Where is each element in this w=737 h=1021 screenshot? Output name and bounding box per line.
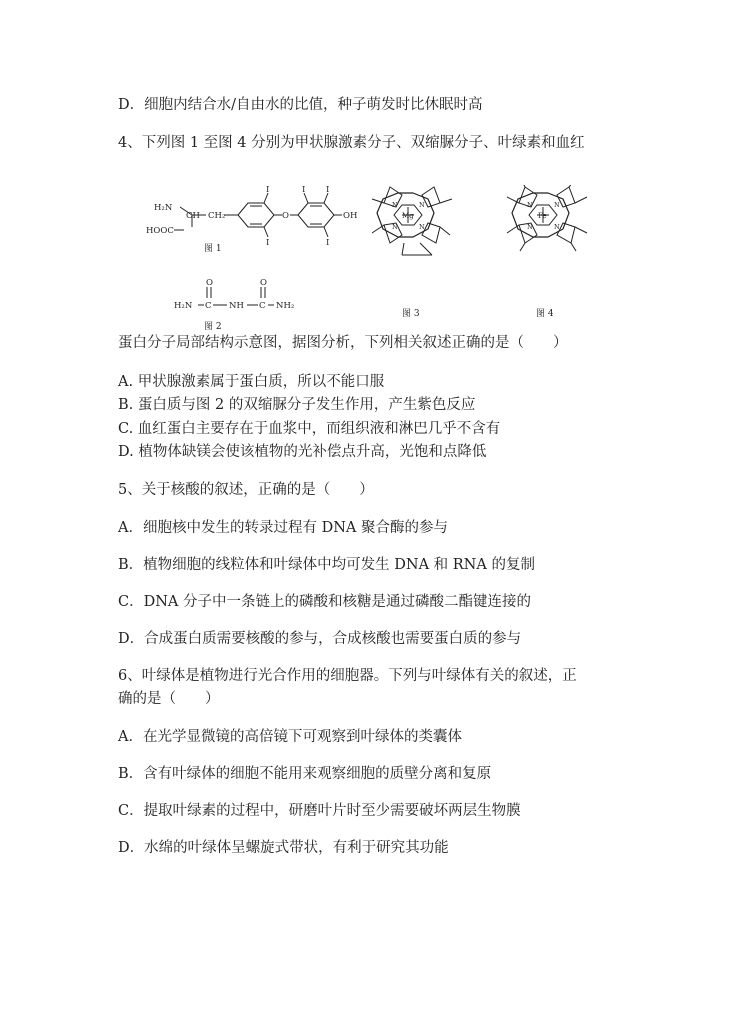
fig2-caption: 图 2 (204, 322, 222, 332)
fig1-iodine-label: I (266, 238, 270, 248)
fig1-iodine-label: I (302, 185, 306, 195)
fig1-ch2-label: CH₂ (208, 211, 226, 221)
fig1-iodine-label: I (326, 238, 330, 248)
q6-option-a: A．在光学显微镜的高倍镜下可观察到叶绿体的类囊体 (118, 729, 462, 745)
q4-option-c: C. 血红蛋白主要存在于血浆中，而组织液和淋巴几乎不含有 (118, 421, 501, 437)
q6-option-c: C．提取叶绿素的过程中，研磨叶片时至少需要破坏两层生物膜 (118, 803, 521, 819)
fig4-heme (507, 185, 587, 251)
fig3-n-label: N (419, 201, 425, 209)
fig1-iodine-label: I (266, 185, 270, 195)
fig3-n-label: N (392, 223, 398, 231)
fig1-carboxyl-label: HOOC (146, 226, 174, 236)
fig2-c-label: C (259, 301, 266, 311)
q4-figures (140, 185, 610, 333)
fig2-right-label: NH₂ (276, 301, 295, 311)
q5-option-d: D．合成蛋白质需要核酸的参与，合成核酸也需要蛋白质的参与 (118, 631, 522, 647)
structure-diagrams (140, 185, 610, 333)
q4-option-b: B. 蛋白质与图 2 的双缩脲分子发生作用，产生紫色反应 (118, 397, 476, 413)
q5-stem: 5、关于核酸的叙述，正确的是（ ） (118, 482, 374, 498)
fig3-caption: 图 3 (402, 309, 420, 319)
q4-option-d: D. 植物体缺镁会使该植物的光补偿点升高，光饱和点降低 (118, 444, 487, 460)
fig1-ch-label: CH (186, 211, 200, 221)
q6-stem-line1: 6、叶绿体是植物进行光合作用的细胞器。下列与叶绿体有关的叙述，正 (118, 668, 577, 684)
fig2-o-label: O (206, 278, 213, 288)
fig1-iodine-label: I (326, 185, 330, 195)
q6-option-d: D．水绵的叶绿体呈螺旋式带状，有利于研究其功能 (118, 840, 449, 856)
fig1-amine-label: H₂N (154, 203, 173, 213)
fig4-n-label: N (527, 223, 533, 231)
fig3-center-label: Mg (402, 212, 414, 220)
fig2-left-label: H₂N (174, 301, 193, 311)
q5-option-a: A．细胞核中发生的转录过程有 DNA 聚合酶的参与 (118, 520, 448, 536)
q5-option-c: C．DNA 分子中一条链上的磷酸和核糖是通过磷酸二酯键连接的 (118, 594, 531, 610)
q4-stem-line1: 4、下列图 1 至图 4 分别为甲状腺激素分子、双缩脲分子、叶绿素和血红 (118, 135, 585, 151)
q5-option-b: B．植物细胞的线粒体和叶绿体中均可发生 DNA 和 RNA 的复制 (118, 557, 535, 573)
fig4-n-label: N (527, 201, 533, 209)
fig4-center-label: Fe (538, 212, 547, 220)
fig1-caption: 图 1 (204, 244, 222, 254)
q3-option-d: D．细胞内结合水/自由水的比值，种子萌发时比休眠时高 (118, 97, 483, 113)
fig2-o-label: O (260, 278, 267, 288)
fig1-oxygen-label: O (282, 211, 289, 221)
fig2-c-label: C (205, 301, 212, 311)
fig3-n-label: N (392, 201, 398, 209)
q6-stem-line2: 确的是（ ） (118, 691, 220, 707)
fig3-n-label: N (419, 223, 425, 231)
q4-option-a: A. 甲状腺激素属于蛋白质，所以不能口服 (118, 374, 385, 390)
fig4-n-label: N (554, 223, 560, 231)
fig3-chlorophyll (372, 187, 452, 255)
fig4-n-label: N (554, 201, 560, 209)
fig4-caption: 图 4 (536, 309, 554, 319)
fig2-nh-label: NH (229, 301, 244, 311)
q4-stem-line2: 蛋白分子局部结构示意图，据图分析，下列相关叙述正确的是（ ） (118, 335, 568, 351)
q6-option-b: B．含有叶绿体的细胞不能用来观察细胞的质壁分离和复原 (118, 766, 492, 782)
fig1-hydroxyl-label: OH (343, 211, 358, 221)
